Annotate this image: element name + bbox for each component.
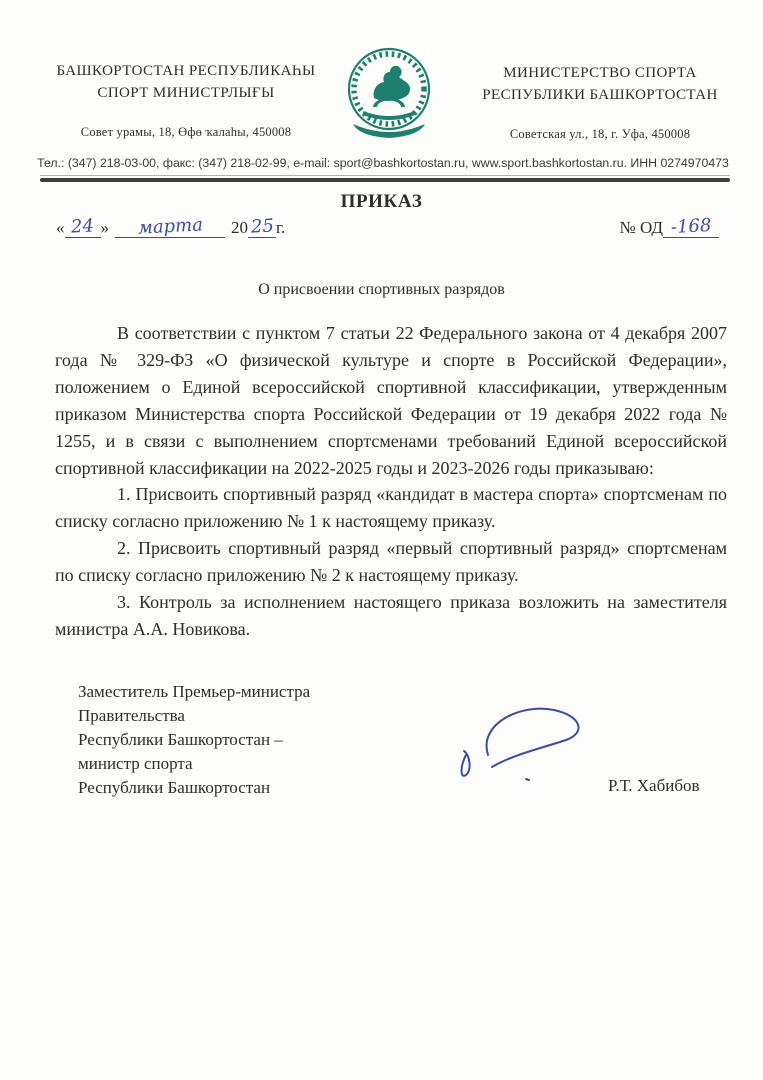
signatory-position-line: Республики Башкортостан: [78, 778, 271, 797]
year-prefix: 20: [231, 218, 248, 237]
signatory-position-block: [78, 680, 310, 800]
quote-close: »: [100, 218, 109, 237]
body-item-3: 3. Контроль за исполнением настоящего приказа возложить на заместителя министра А.А. Новикова.: [55, 592, 727, 639]
contact-info-line: Тел.: (347) 218-03-00, факс: (347) 218-02-99, e-mail: sport@bashkortostan.ru, www.sport.bashkortostan.ru. ИНН 0274970473: [37, 156, 729, 170]
handwritten-signature-icon: [448, 693, 628, 798]
separator-rule-thick: [40, 178, 730, 182]
org-name-line: МИНИСТЕРСТВО СПОРТА: [503, 65, 697, 81]
date-line: [56, 214, 286, 239]
order-number-field: [663, 214, 719, 239]
org-address: Советская ул., 18, г. Уфа, 450008: [509, 127, 691, 141]
header-org-bashkir: [44, 60, 328, 140]
signatory-position-line: Заместитель Премьер-министра: [78, 682, 311, 701]
separator-rule-thin: [40, 175, 730, 176]
body-item-1: 1. Присвоить спортивный разряд «кандидат в мастера спорта» спортсменам по списку согласно приложению № 1 к настоящему приказу.: [55, 484, 727, 532]
signatory-position-line: министр спорта: [78, 754, 193, 773]
order-number-line: [619, 214, 720, 239]
body-item-2: 2. Присвоить спортивный разряд «первый спортивный разряд» спортсменам по списку согласно приложению № 2 к настоящему приказу.: [55, 538, 727, 586]
date-day-field: [65, 217, 101, 238]
body-paragraph-preamble: В соответствии с пунктом 7 статьи 22 Федерального закона от 4 декабря 2007 года № 329-ФЗ «О физической культуре и спорте в Российской Федерации», положением о Единой всероссийской спортивной классификации, утвержденным приказом Министерства спорта Российской Федерации от 19 декабря 2022 года № 1255, и в связи с выполнением спортсменами требований Единой всероссийской спортивной классификации на 2022-2025 годы и 2023-2026 годы приказываю:: [55, 323, 727, 478]
org-name-line: БАШКОРТОСТАН РЕСПУБЛИКАҺЫ: [56, 63, 316, 79]
header-org-russian: [452, 62, 748, 142]
handwritten-year: 25: [249, 215, 274, 238]
order-subject: О присвоении спортивных разрядов: [258, 281, 505, 298]
date-month-field: [115, 214, 225, 239]
date-year-field: [248, 217, 276, 238]
signatory-position-line: Правительства: [78, 706, 185, 725]
handwritten-order-number: -168: [670, 214, 712, 239]
handwritten-day: 24: [70, 215, 95, 238]
order-body: [55, 320, 727, 643]
org-name-line: РЕСПУБЛИКИ БАШКОРТОСТАН: [482, 87, 718, 103]
org-address: Совет урамы, 18, Өфө ҡалаһы, 450008: [80, 125, 292, 139]
signer-name: Р.Т. Хабибов: [608, 776, 700, 795]
document-title: ПРИКАЗ: [340, 191, 423, 212]
bashkortostan-coat-of-arms-icon: [346, 46, 432, 151]
signatory-position-line: Республики Башкортостан –: [78, 730, 283, 749]
org-name-line: СПОРТ МИНИСТРЛЫҒЫ: [97, 85, 275, 101]
year-suffix: г.: [276, 218, 286, 237]
quote-open: «: [56, 218, 65, 237]
order-number-label: № ОД: [619, 218, 663, 237]
handwritten-month: марта: [136, 214, 203, 239]
